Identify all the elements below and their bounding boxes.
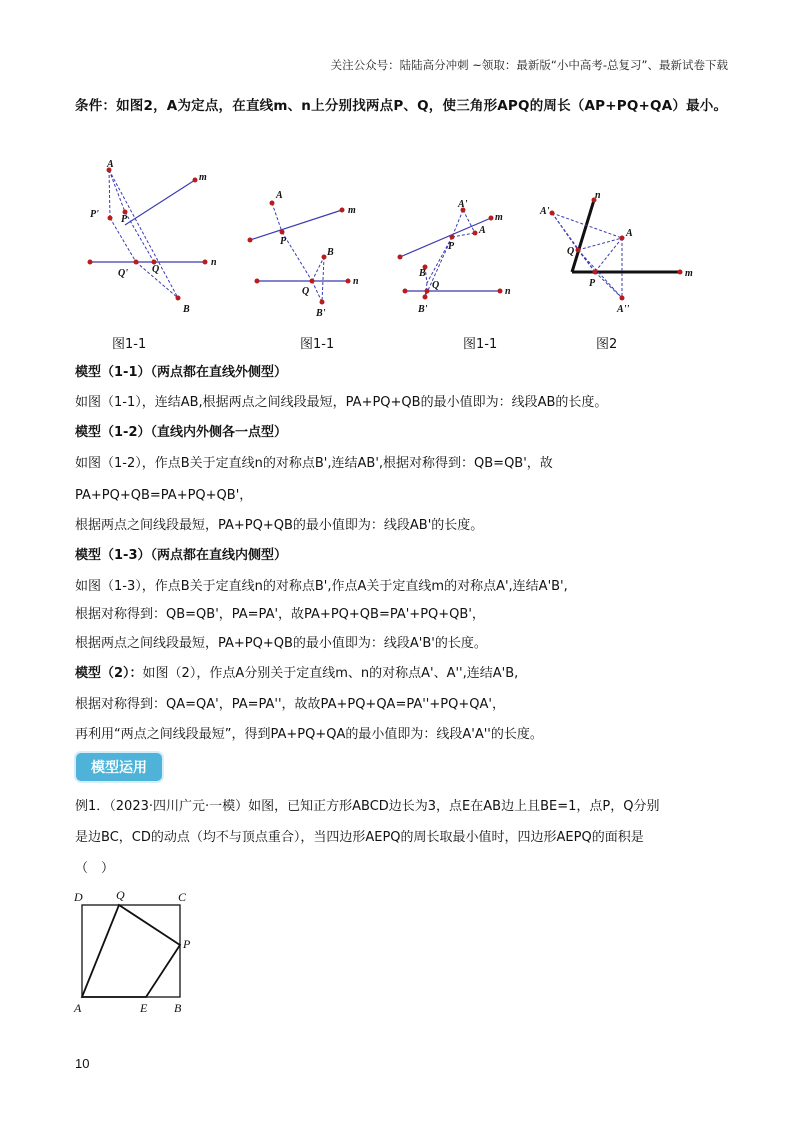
section-4-line-1-text: 如图（2），作点A分别关于定直线m、n的对称点A'、A'',连结A'B, <box>142 666 519 681</box>
fig2-label-A: A <box>276 190 283 201</box>
section-3-line-2: 根据对称得到：QB=QB'，PA=PA'，故PA+PQ+QB=PA'+PQ+QB'， <box>75 607 485 622</box>
sq-label-B: B <box>174 1001 182 1015</box>
section-2-line-2: PA+PQ+QB=PA+PQ+QB'， <box>75 488 253 503</box>
condition-text: 条件：如图2，A为定点，在直线m、n上分别找两点P、Q，使三角形APQ的周长（AP+PQ+QA）最小。 <box>75 98 728 114</box>
fig3-label-Q: Q <box>432 280 440 291</box>
fig3-label-A-prime: A' <box>458 199 468 210</box>
fig3-label-A: A <box>479 225 486 236</box>
fig3-label-B-prime: B' <box>418 304 428 315</box>
section-3-heading: 模型（1-3）（两点都在直线内侧型） <box>75 548 287 563</box>
fig1-label-m: m <box>199 172 207 183</box>
sq-label-D: D <box>74 890 83 904</box>
fig2-label-B-prime: B' <box>316 308 326 319</box>
section-1-line-1: 如图（1-1），连结AB,根据两点之间线段最短，PA+PQ+QB的最小值即为：线段AB的长度。 <box>75 395 608 410</box>
example-line-3: （ ） <box>75 861 115 876</box>
section-2-line-3: 根据两点之间线段最短，PA+PQ+QB的最小值即为：线段AB'的长度。 <box>75 518 484 533</box>
fig1-label-P: P <box>121 214 128 225</box>
example-line-1: 例1．（2023·四川广元·一模）如图，已知正方形ABCD边长为3，点E在AB边上且BE=1，点P，Q分别 <box>75 799 660 814</box>
figure-1-1-b <box>245 185 375 320</box>
section-4-line-3: 再利用“两点之间线段最短”，得到PA+PQ+QA的最小值即为：线段A'A''的长度。 <box>75 727 543 742</box>
caption-fig-2: 图1-1 <box>300 337 335 352</box>
fig4-label-n: n <box>595 190 601 201</box>
caption-fig-4: 图2 <box>596 337 618 352</box>
fig1-label-Q: Q <box>152 264 160 275</box>
figure-2 <box>535 190 695 320</box>
fig4-label-A-prime: A' <box>540 206 550 217</box>
sq-label-Q: Q <box>116 888 125 902</box>
section-3-line-3: 根据两点之间线段最短，PA+PQ+QB的最小值即为：线段A'B'的长度。 <box>75 636 487 651</box>
fig4-label-Q: Q <box>567 246 575 257</box>
fig1-label-B: B <box>183 304 190 315</box>
section-4-line-2: 根据对称得到：QA=QA'，PA=PA''，故故PA+PQ+QA=PA''+PQ+QA'， <box>75 697 505 712</box>
fig3-label-n: n <box>505 286 511 297</box>
sq-label-A: A <box>74 1001 82 1015</box>
fig2-label-m: m <box>348 205 356 216</box>
section-3-line-1: 如图（1-3），作点B关于定直线n的对称点B',作点A关于定直线m的对称点A',连结A'B', <box>75 579 568 594</box>
fig3-label-B: B <box>419 268 426 279</box>
fig1-label-n: n <box>211 257 217 268</box>
fig3-label-m: m <box>495 212 503 223</box>
page-number: 10 <box>75 1056 90 1071</box>
section-2-heading: 模型（1-2）（直线内外侧各一点型） <box>75 425 287 440</box>
example-line-2: 是边BC，CD的动点（均不与顶点重合），当四边形AEPQ的周长取最小值时，四边形AEPQ的面积是 <box>75 830 644 845</box>
sq-label-C: C <box>178 890 187 904</box>
fig2-label-n: n <box>353 276 359 287</box>
page-header: 关注公众号：陆陆高分冲刺 ~领取：最新版“小中高考-总复习”、最新试卷下载 <box>330 58 728 72</box>
section-4-line-1 <box>75 662 518 681</box>
figure-1-1-c <box>395 195 515 320</box>
fig2-label-P: P <box>280 236 287 247</box>
figure-1-1-a <box>80 155 220 320</box>
model-application-badge: 模型运用 <box>76 753 162 781</box>
section-1-heading: 模型（1-1）（两点都在直线外侧型） <box>75 365 287 380</box>
square-figure <box>70 885 210 1020</box>
fig4-label-m: m <box>685 268 693 279</box>
fig3-label-P: P <box>448 241 455 252</box>
caption-fig-3: 图1-1 <box>463 337 498 352</box>
fig4-label-P: P <box>589 278 596 289</box>
sq-label-E: E <box>140 1001 148 1015</box>
caption-fig-1: 图1-1 <box>112 337 147 352</box>
sq-label-P: P <box>183 937 191 951</box>
fig4-label-A: A <box>626 228 633 239</box>
section-4-heading: 模型（2）： <box>75 666 143 681</box>
fig1-label-A: A <box>107 159 114 170</box>
fig1-label-P-prime: P' <box>90 209 99 220</box>
fig4-label-A-double-prime: A'' <box>617 304 630 315</box>
section-2-line-1: 如图（1-2），作点B关于定直线n的对称点B',连结AB',根据对称得到：QB=QB'，故 <box>75 456 553 471</box>
fig1-label-Q-prime: Q' <box>118 268 128 279</box>
fig2-label-B: B <box>327 247 334 258</box>
fig2-label-Q: Q <box>302 286 310 297</box>
